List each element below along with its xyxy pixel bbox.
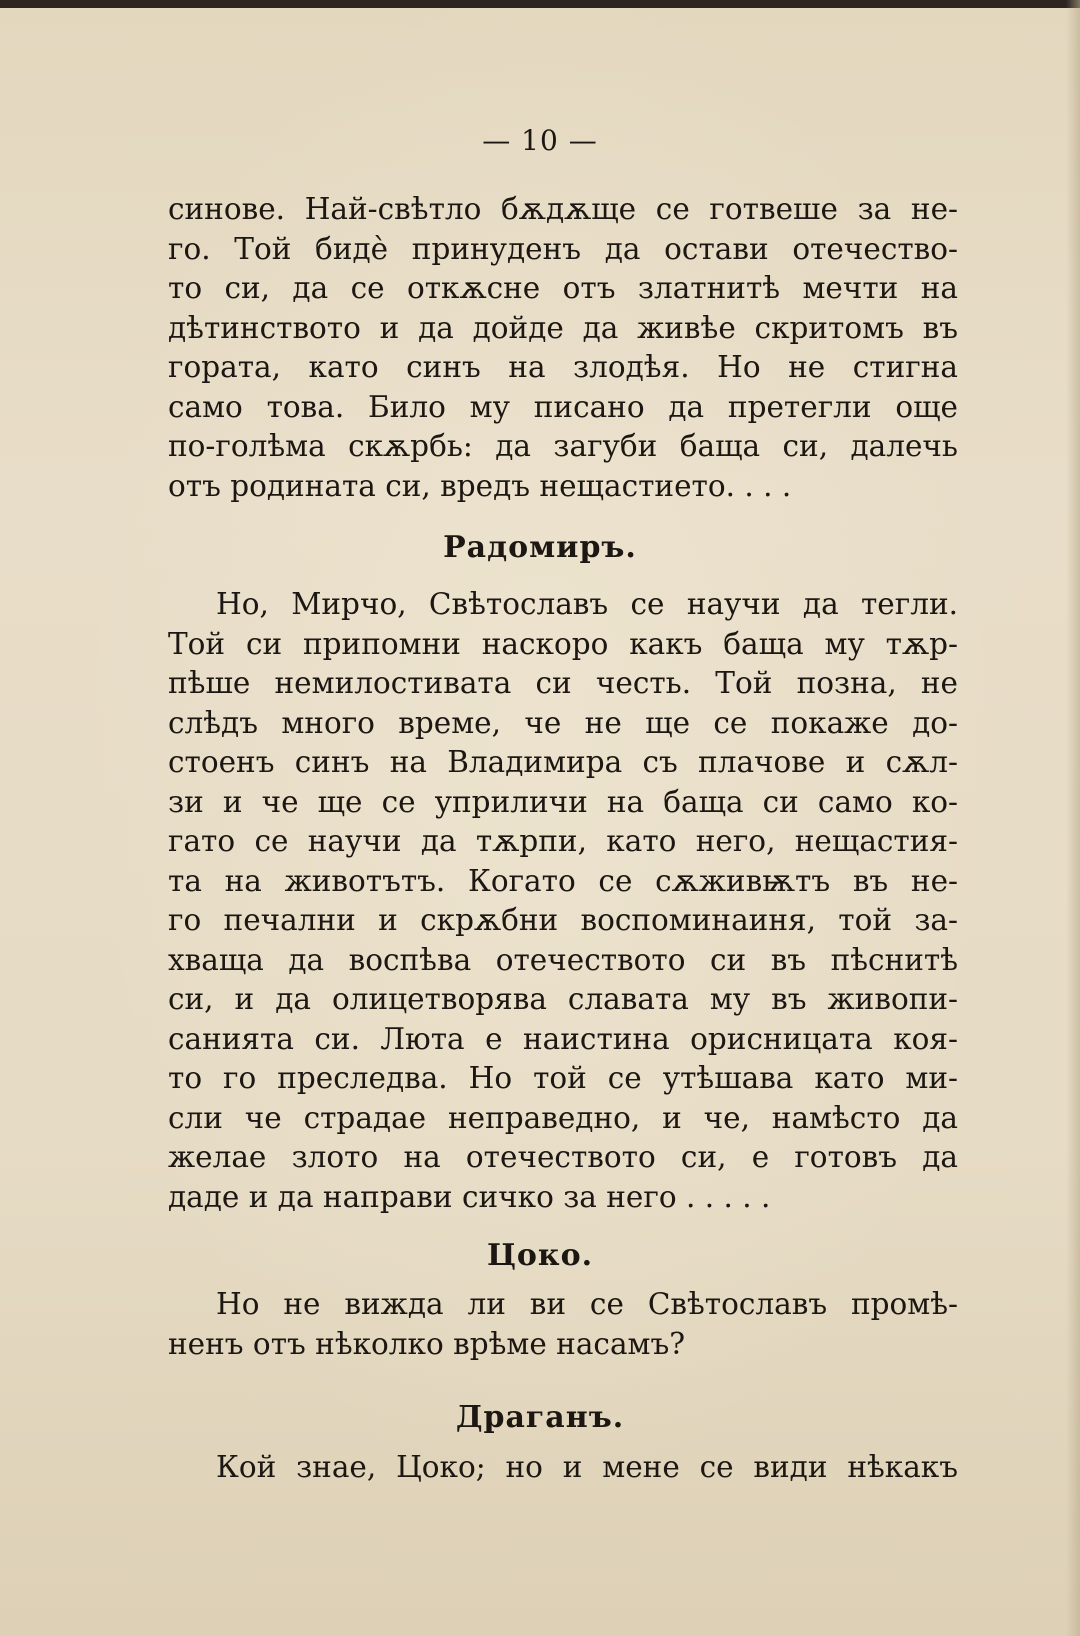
text-line: ненъ отъ нѣколко врѣме насамъ? (168, 1326, 686, 1361)
paragraph-radomir (168, 585, 958, 1217)
paragraph-dragan (168, 1448, 958, 1488)
text-line: гато се научи да тѫрпи, като него, нещастия- (168, 824, 958, 858)
text-line: само това. Било му писано да претегли още (168, 389, 958, 424)
text-line: по-голѣма скѫрбь: да загуби баща си, далечь (168, 429, 958, 463)
text-line: слѣдъ много време, че не ще се покаже до- (168, 705, 958, 740)
text-line: сли че страдае неправедно, и че, намѣсто да (168, 1100, 958, 1135)
text-line: си, и да олицетворява славата му въ живопи- (168, 982, 958, 1016)
page-edge-shadow (1066, 0, 1080, 1636)
text-line: стоенъ синъ на Владимира съ плачове и сѫл- (168, 745, 958, 779)
paragraph-tsoko (168, 1285, 958, 1364)
text-line: санията си. Люта е наистина орисницата коя- (168, 1021, 958, 1056)
text-line: гората, като синъ на злодѣя. Но не стигна (168, 350, 958, 384)
paragraph-continuation (168, 190, 958, 506)
text-line: го печални и скрѫбни воспоминаиня, той за- (168, 903, 958, 937)
text-line: отъ родината си, вредъ нещастието. . . . (168, 468, 792, 503)
text-line: хваща да воспѣва отечеството си въ пѣснитѣ (168, 942, 958, 977)
page-number: — 10 — (482, 124, 598, 157)
text-line: то си, да се откѫсне отъ златнитѣ мечти на (168, 271, 958, 305)
text-line: желае злото на отечеството си, е готовъ да (168, 1140, 958, 1174)
text-line: пѣше немилостивата си честь. Той позна, не (168, 666, 958, 700)
text-line: та на животътъ. Когато се сѫживѭтъ въ не- (168, 863, 958, 898)
text-line: Но не вижда ли ви се Свѣтославъ промѣ- (216, 1287, 958, 1321)
speaker-name-radomir: Радомиръ. (443, 530, 637, 565)
scan-top-border (0, 0, 1080, 8)
text-line: Той си припомни наскоро какъ баща му тѫр- (168, 626, 958, 661)
text-line: Кой знае, Цоко; но и мене се види нѣкакъ (216, 1450, 958, 1484)
text-line: зи и че ще се уприличи на баща си само ко- (168, 784, 958, 819)
speaker-name-tsoko: Цоко. (486, 1238, 594, 1273)
text-line: Но, Мирчо, Свѣтославъ се научи да тегли. (216, 587, 958, 621)
text-line: дѣтинството и да дойде да живѣе скритомъ въ (168, 310, 958, 345)
speaker-name-dragan: Драганъ. (455, 1400, 625, 1435)
text-line: синове. Най-свѣтло бѫдѫще се готвеше за не- (168, 192, 958, 226)
text-line: даде и да направи сичко за него . . . . . (168, 1179, 771, 1214)
text-line: го. Той бидѐ принуденъ да остави отечество- (168, 231, 958, 266)
text-line: то го преследва. Но той се утѣшава като ми- (168, 1061, 958, 1095)
